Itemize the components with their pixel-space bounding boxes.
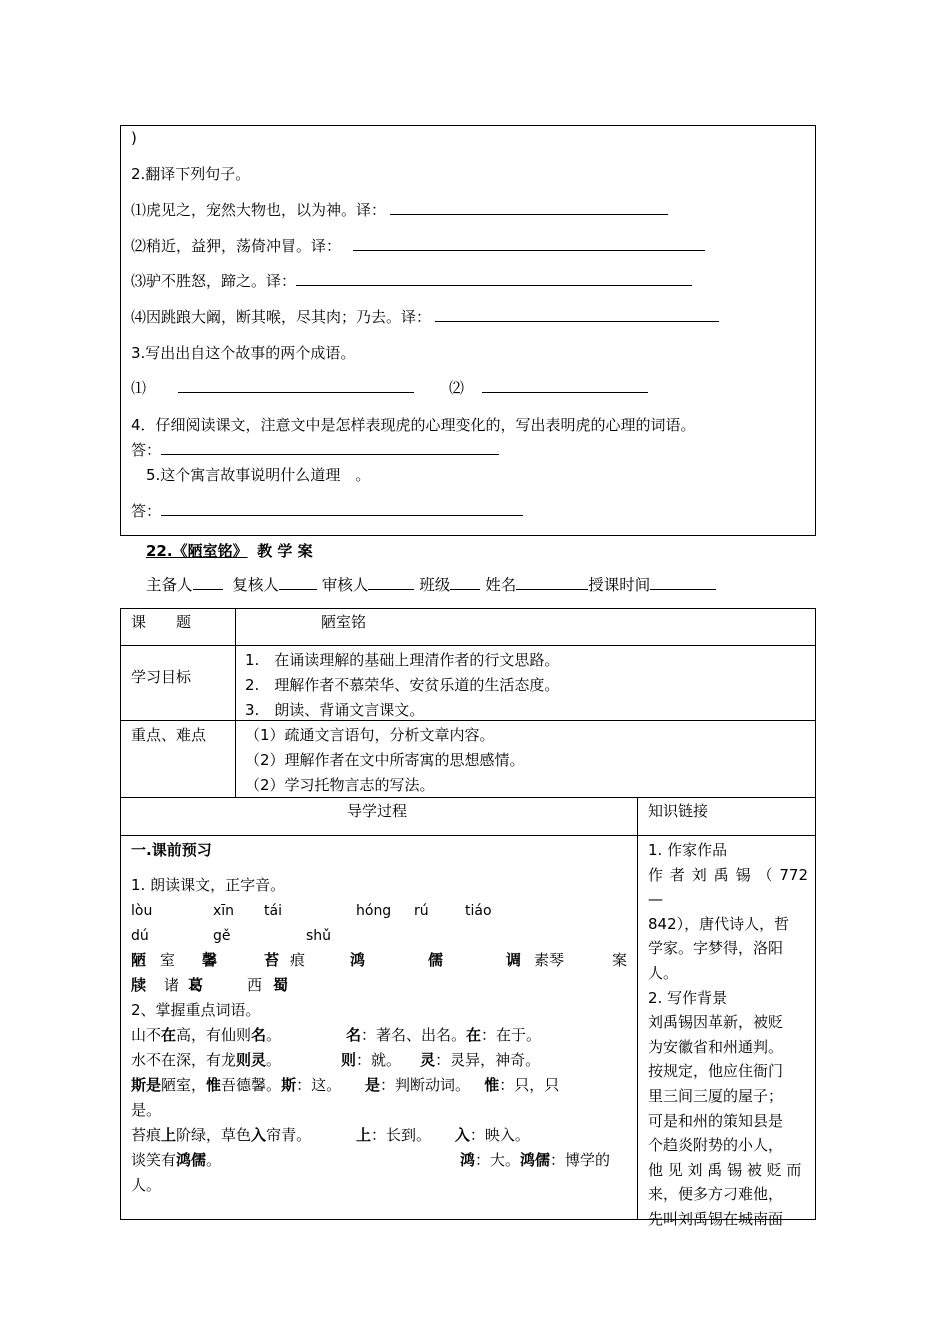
- char: 案: [612, 951, 628, 969]
- link-line: 842），唐代诗人，哲: [648, 914, 790, 933]
- answer-line-1[interactable]: [390, 200, 668, 215]
- link-line: 里三间三厦的屋子；: [648, 1086, 784, 1105]
- links-column: [648, 838, 808, 1232]
- vocab-line: 谈笑有鸿儒。: [131, 1151, 222, 1169]
- vocab-note: 名：著名、出名。在：在于。: [346, 1026, 542, 1044]
- char: 馨: [202, 951, 218, 969]
- link-line: 先叫刘禹锡在城南面: [648, 1209, 784, 1228]
- idiom-line-1[interactable]: [178, 378, 414, 393]
- topic-value: 陋室铭: [321, 613, 367, 631]
- link-line: 2. 写作背景: [648, 988, 728, 1007]
- key-item: （1）疏通文言语句，分析文章内容。: [245, 726, 495, 744]
- char: 儒: [428, 951, 444, 969]
- pinyin: gě: [213, 928, 231, 944]
- link-line: 按规定，他应住衙门: [648, 1062, 784, 1081]
- link-line: 个趋炎附势的小人，: [648, 1136, 784, 1155]
- pinyin: lòu: [131, 903, 153, 919]
- vocab-line: 苔痕上阶绿，草色入帘青。: [131, 1126, 312, 1144]
- goal-item: 3. 朗读、背诵文言课文。: [245, 701, 425, 719]
- key-label: 重点、难点: [131, 726, 207, 744]
- pinyin: tiáo: [465, 903, 492, 919]
- sentence-4: ⑷因跳踉大阚，断其喉，尽其肉；乃去。译：: [131, 307, 719, 327]
- vocab-line: 人。: [131, 1176, 162, 1194]
- vocab-line: 水不在深，有龙则灵。: [131, 1051, 282, 1069]
- pinyin: dú: [131, 928, 149, 944]
- char: 室: [160, 951, 176, 969]
- char: 鸿: [350, 951, 366, 969]
- step-1: 1. 朗读课文，正字音。: [131, 876, 286, 894]
- link-line: 1. 作家作品: [648, 841, 728, 859]
- question-2: 2.翻译下列句子。: [131, 165, 251, 183]
- answer-line-q4[interactable]: [161, 440, 499, 455]
- char: 陋: [131, 951, 147, 969]
- step-2: 2、掌握重点词语。: [131, 1001, 261, 1019]
- vocab-note: 上：长到。 入：映入。: [356, 1126, 530, 1144]
- answer-line-3[interactable]: [296, 271, 692, 286]
- link-line: 来，便多方刁难他，: [648, 1185, 784, 1204]
- char: 诸: [164, 976, 180, 994]
- sentence-3: ⑶驴不胜怒，蹄之。译：: [131, 271, 692, 291]
- char: 调: [506, 951, 522, 969]
- link-line: 学家。字梦得，洛阳: [648, 939, 784, 958]
- sentence-2: ⑵稍近，益狎，荡倚冲冒。译：: [131, 236, 705, 256]
- goal-item: 2. 理解作者不慕荣华、安贫乐道的生活态度。: [245, 676, 560, 694]
- char: 苔: [264, 951, 280, 969]
- link-line: 刘禹锡因革新，被贬: [648, 1013, 784, 1032]
- char: 葛: [188, 976, 204, 994]
- question-5: 5.这个寓言故事说明什么道理 。: [146, 466, 371, 484]
- exercise-paren: ): [131, 129, 137, 147]
- answer-5: 答：: [131, 501, 523, 521]
- vocab-line: 斯是陋室，惟吾德馨。斯：这。 是：判断动词。 惟：只，只: [131, 1076, 560, 1094]
- process-header: 导学过程: [347, 802, 408, 820]
- roles-line: 主备人 复核人 审核人 班级 姓名 授课时间: [146, 575, 716, 595]
- link-line: 人。: [648, 963, 679, 982]
- vocab-note: 鸿：大。鸿儒：博学的: [460, 1151, 611, 1169]
- links-header: 知识链接: [648, 802, 709, 820]
- idiom-2: ⑵: [449, 378, 648, 398]
- key-item: （2）理解作者在文中所寄寓的思想感情。: [245, 751, 525, 769]
- link-line: 为安徽省和州通判。: [648, 1037, 784, 1056]
- idiom-1: ⑴: [131, 378, 414, 398]
- vocab-line: 是。: [131, 1101, 162, 1119]
- goal-item: 1. 在诵读理解的基础上理清作者的行文思路。: [245, 651, 560, 669]
- key-item: （2）学习托物言志的写法。: [245, 776, 435, 794]
- topic-label: 课 题: [131, 613, 192, 631]
- answer-line-2[interactable]: [353, 236, 705, 251]
- link-line: 作 者 刘 禹 锡 （ 772—: [648, 865, 808, 909]
- preview-section: 一.课前预习: [131, 841, 212, 859]
- char: 西: [247, 976, 263, 994]
- answer-4: 答：: [131, 440, 499, 460]
- char: 蜀: [273, 976, 289, 994]
- char: 痕: [290, 951, 306, 969]
- char: 素琴: [534, 951, 565, 969]
- answer-line-q5[interactable]: [161, 501, 523, 516]
- answer-line-4[interactable]: [435, 307, 719, 322]
- pinyin: xīn: [213, 903, 235, 919]
- question-4: 4．仔细阅读课文，注意文中是怎样表现虎的心理变化的，写出表明虎的心理的词语。: [131, 416, 696, 434]
- sentence-1: ⑴虎见之，宠然大物也，以为神。译：: [131, 200, 668, 220]
- char: 牍: [131, 976, 147, 994]
- pinyin: tái: [264, 903, 282, 919]
- goals-label: 学习目标: [131, 668, 192, 686]
- idiom-line-2[interactable]: [482, 378, 648, 393]
- vocab-line: 山不在高，有仙则名。: [131, 1026, 282, 1044]
- vocab-note: 则：就。 灵：灵异，神奇。: [341, 1051, 541, 1069]
- question-3: 3.写出出自这个故事的两个成语。: [131, 344, 356, 362]
- pinyin: hóng: [356, 903, 392, 919]
- link-line: 他 见 刘 禹 锡 被 贬 而: [648, 1160, 802, 1179]
- lesson-title: 22.《陋室铭》 教 学 案: [146, 542, 313, 560]
- pinyin: rú: [414, 903, 429, 919]
- link-line: 可是和州的策知县是: [648, 1111, 784, 1130]
- pinyin: shǔ: [306, 928, 332, 944]
